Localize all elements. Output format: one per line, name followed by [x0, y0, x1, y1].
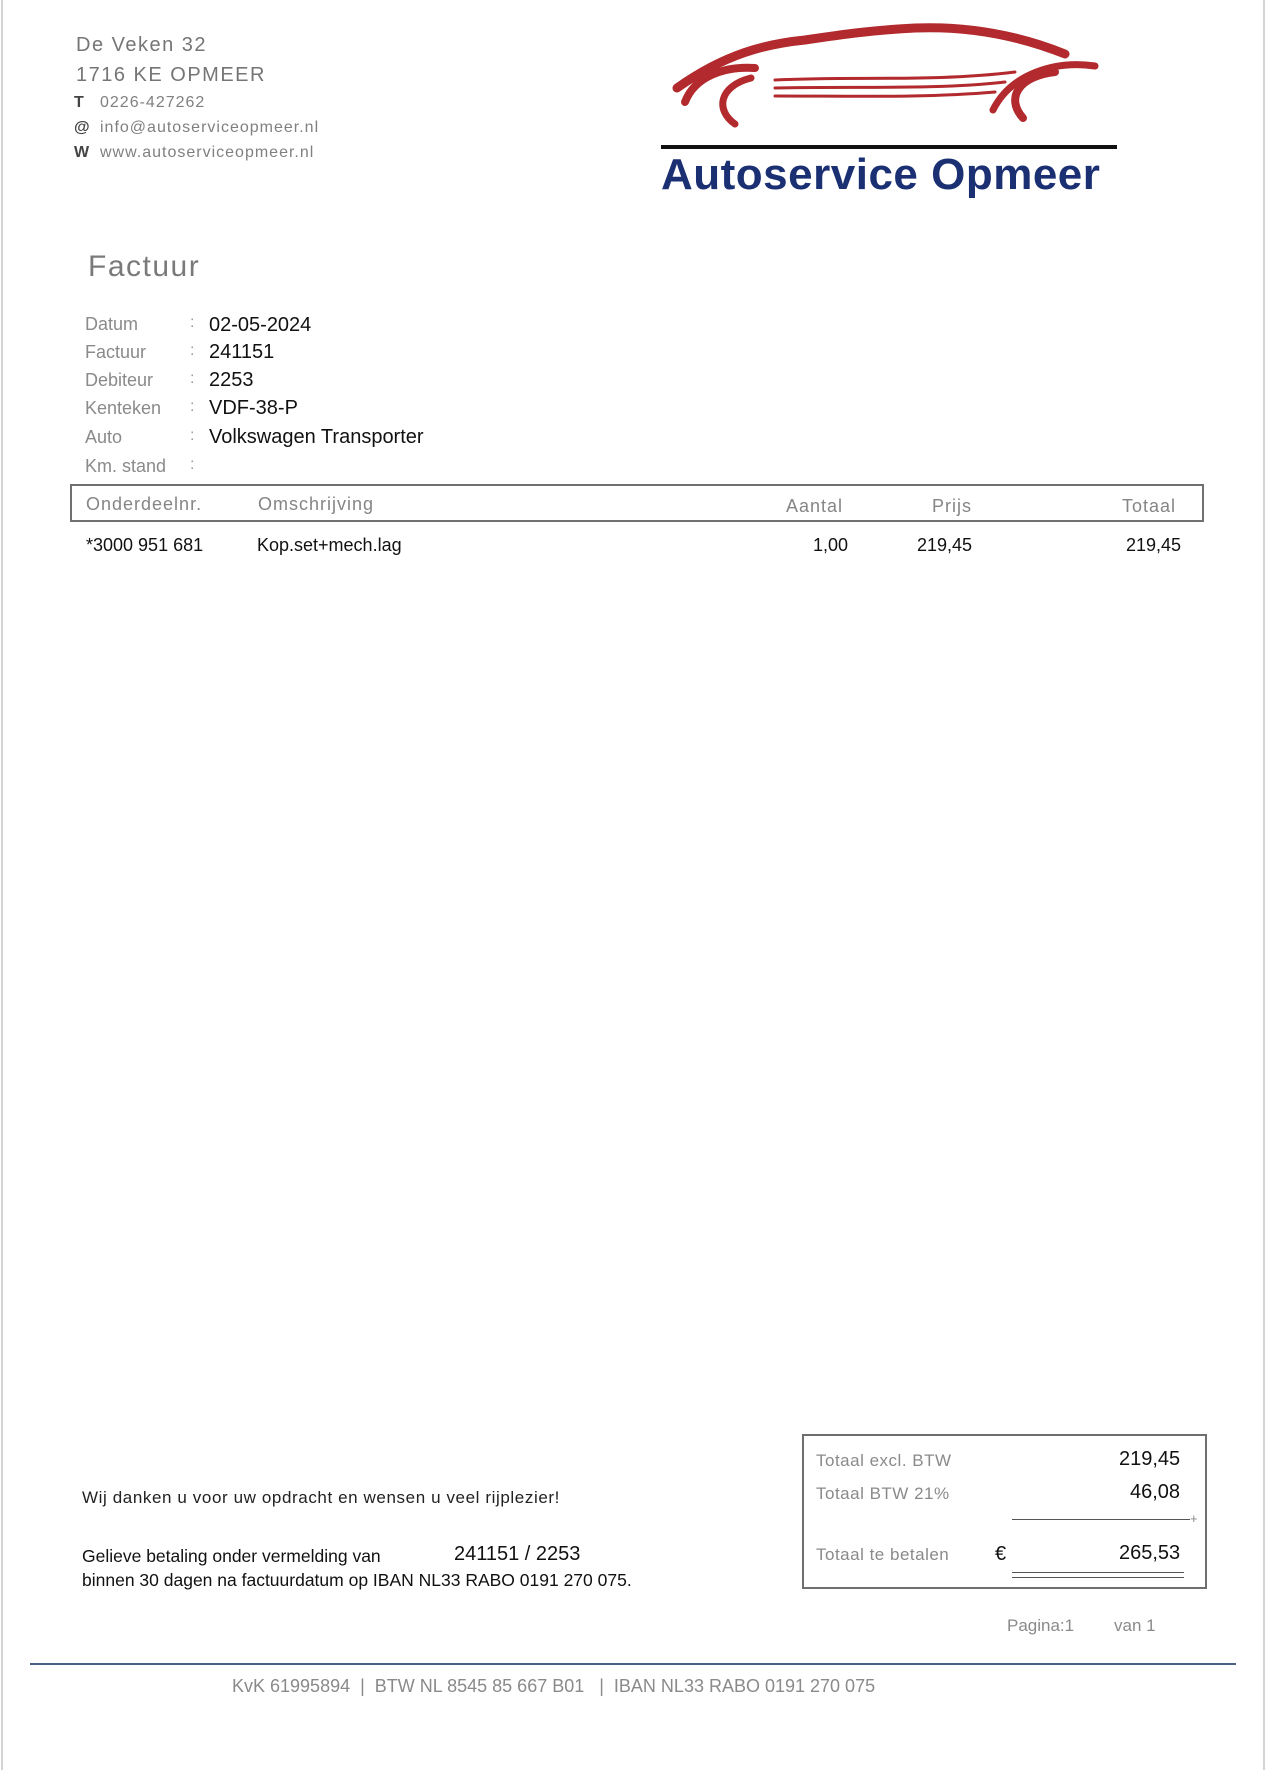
cell-qty: 1,00	[813, 535, 849, 555]
payment-instruction: Gelieve betaling onder vermelding van	[82, 1546, 381, 1566]
company-web: www.autoserviceopmeer.nl	[100, 144, 315, 161]
cell-price: 219,45	[917, 535, 973, 555]
total-due-value: 265,53	[1119, 1542, 1181, 1564]
column-header-price: Prijs	[932, 496, 972, 516]
meta-value-invoice: 241151	[209, 341, 275, 363]
meta-colon: :	[190, 370, 195, 387]
meta-label-invoice: Factuur	[85, 342, 147, 362]
company-phone-row	[74, 94, 205, 112]
meta-label-car: Auto	[85, 427, 123, 447]
email-icon: @	[74, 119, 91, 136]
total-due-label: Totaal te betalen	[816, 1545, 950, 1564]
logo-text: Autoservice Opmeer	[661, 150, 1101, 199]
cell-total: 219,45	[1126, 535, 1182, 555]
logo-rule	[661, 145, 1117, 149]
payment-terms: binnen 30 dagen na factuurdatum op IBAN NL33 RABO 0191 270 075.	[82, 1570, 632, 1590]
page-count: van 1	[1114, 1616, 1156, 1635]
company-address-city: 1716 KE OPMEER	[76, 64, 266, 86]
meta-colon: :	[190, 314, 195, 331]
meta-label-mileage: Km. stand	[85, 456, 167, 476]
company-phone: 0226-427262	[100, 94, 206, 111]
car-logo-icon	[655, 14, 1125, 144]
sum-rule	[1012, 1519, 1190, 1520]
plus-sign: +	[1190, 1511, 1198, 1526]
meta-colon: :	[190, 427, 195, 444]
total-vat-value: 46,08	[1130, 1481, 1181, 1503]
meta-label-plate: Kenteken	[85, 398, 162, 418]
company-address-street: De Veken 32	[76, 34, 208, 56]
double-rule-top	[1012, 1572, 1184, 1573]
column-header-total: Totaal	[1122, 496, 1177, 516]
footer-company-info: KvK 61995894 | BTW NL 8545 85 667 B01 | IBAN NL33 RABO 0191 270 075	[232, 1676, 876, 1696]
phone-icon: T	[74, 94, 85, 111]
payment-reference: 241151 / 2253	[454, 1543, 581, 1565]
column-header-description: Omschrijving	[258, 494, 375, 514]
company-email: info@autoserviceopmeer.nl	[100, 119, 320, 136]
meta-label-debtor: Debiteur	[85, 370, 154, 390]
meta-colon: :	[190, 398, 195, 415]
cell-description: Kop.set+mech.lag	[257, 535, 402, 555]
currency-symbol: €	[995, 1543, 1007, 1565]
company-web-row	[74, 144, 314, 162]
meta-value-car: Volkswagen Transporter	[209, 426, 424, 448]
total-excl-value: 219,45	[1119, 1448, 1181, 1470]
column-header-part: Onderdeelnr.	[86, 494, 203, 514]
total-vat-label: Totaal BTW 21%	[816, 1484, 950, 1503]
cell-part: *3000 951 681	[86, 535, 204, 555]
footer-rule	[30, 1663, 1236, 1665]
web-icon: W	[74, 144, 91, 161]
double-rule-bottom	[1012, 1577, 1184, 1578]
total-excl-label: Totaal excl. BTW	[816, 1451, 952, 1470]
meta-label-date: Datum	[85, 314, 139, 334]
meta-colon: :	[190, 456, 195, 473]
company-email-row	[74, 119, 319, 137]
meta-colon: :	[190, 342, 195, 359]
meta-value-date: 02-05-2024	[209, 314, 312, 336]
thank-you-message: Wij danken u voor uw opdracht en wensen u veel rijplezier!	[82, 1488, 560, 1507]
line-items-header	[70, 484, 1204, 522]
meta-value-plate: VDF-38-P	[209, 397, 298, 419]
column-header-qty: Aantal	[786, 496, 844, 516]
page-number: Pagina:1	[1007, 1616, 1075, 1635]
document-title: Factuur	[88, 250, 201, 283]
meta-value-debtor: 2253	[209, 369, 254, 391]
